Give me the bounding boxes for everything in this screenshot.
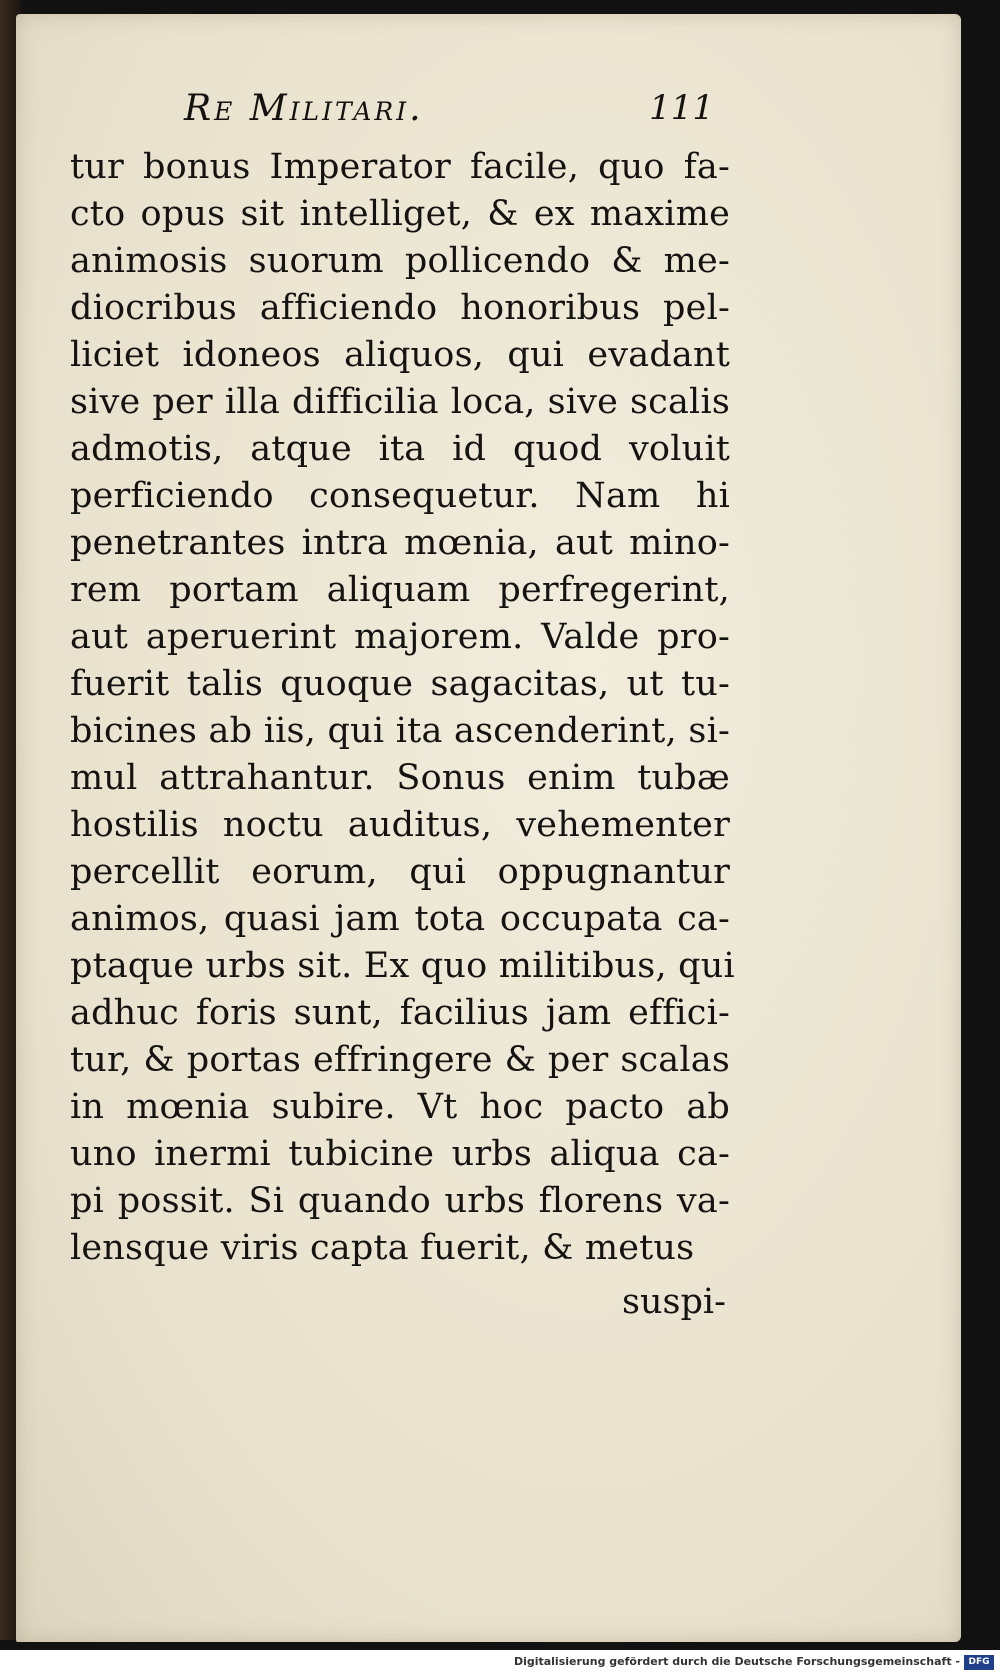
text-line: perficiendo consequetur. Nam hi: [70, 476, 730, 516]
text-line: bicines ab iis, qui ita ascenderint, si-: [70, 711, 730, 751]
text-line: rem portam aliquam perfregerint,: [70, 570, 730, 610]
digitization-footer: [0, 1650, 1000, 1676]
book-page: [16, 14, 961, 1642]
text-line: penetrantes intra mœnia, aut mino-: [70, 523, 730, 563]
text-line: diocribus afficiendo honoribus pel-: [70, 288, 730, 328]
running-head: Re Militari.: [184, 88, 424, 129]
text-line: ptaque urbs sit. Ex quo militibus, qui: [70, 946, 735, 986]
text-line: sive per illa difficilia loca, sive scalis: [70, 382, 730, 422]
text-line: animosis suorum pollicendo & me-: [70, 241, 730, 281]
text-line: admotis, atque ita id quod voluit: [70, 429, 730, 469]
text-line: percellit eorum, qui oppugnantur: [70, 852, 730, 892]
page-number: 111: [649, 88, 714, 128]
catchword: suspi-: [622, 1282, 726, 1322]
text-line: lensque viris capta fuerit, & metus: [70, 1228, 695, 1268]
text-line: mul attrahantur. Sonus enim tubæ: [70, 758, 730, 798]
text-line: hostilis noctu auditus, vehementer: [70, 805, 730, 845]
body-text: [70, 144, 735, 1272]
text-line: animos, quasi jam tota occupata ca-: [70, 899, 730, 939]
text-line: fuerit talis quoque sagacitas, ut tu-: [70, 664, 730, 704]
text-line: adhuc foris sunt, facilius jam effici-: [70, 993, 730, 1033]
text-line: in mœnia subire. Vt hoc pacto ab: [70, 1087, 730, 1127]
text-line: tur, & portas effringere & per scalas: [70, 1040, 730, 1080]
dfg-logo: DFG: [964, 1655, 994, 1670]
text-line: tur bonus Imperator facile, quo fa-: [70, 147, 730, 187]
funding-notice: Digitalisierung gefördert durch die Deutsche Forschungsgemeinschaft -: [513, 1655, 960, 1668]
text-line: pi possit. Si quando urbs florens va-: [70, 1181, 730, 1221]
page-header: [174, 84, 714, 134]
text-line: aut aperuerint majorem. Valde pro-: [70, 617, 730, 657]
text-line: cto opus sit intelliget, & ex maxime: [70, 194, 730, 234]
text-line: uno inermi tubicine urbs aliqua ca-: [70, 1134, 730, 1174]
text-line: liciet idoneos aliquos, qui evadant: [70, 335, 730, 375]
